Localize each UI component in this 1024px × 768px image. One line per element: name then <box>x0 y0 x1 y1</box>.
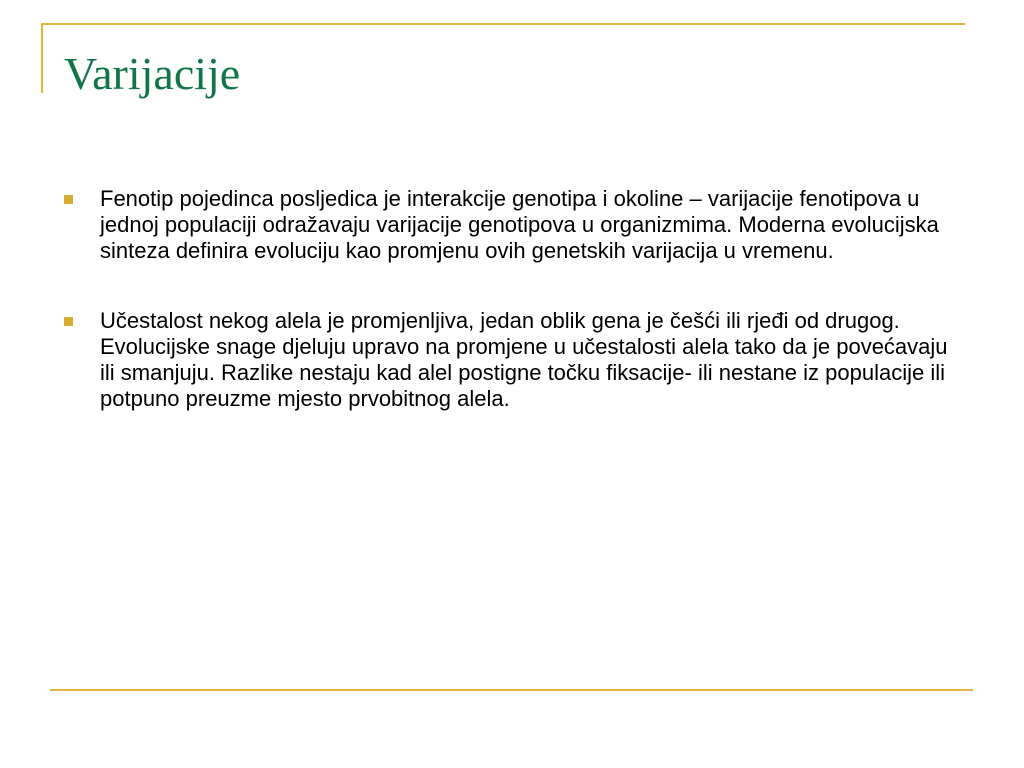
frame-top-rule <box>41 23 965 25</box>
square-bullet-icon <box>64 195 73 204</box>
frame-left-rule <box>41 23 43 93</box>
bullet-list <box>60 186 965 456</box>
slide-title: Varijacije <box>64 48 241 99</box>
bullet-item <box>60 308 965 412</box>
square-bullet-icon <box>64 317 73 326</box>
bullet-text: Učestalost nekog alela je promjenljiva, jedan oblik gena je češći ili rjeđi od drugog. Evolucijske snage djeluju upravo na promjene u učestalosti alela tako da je povećavaju ili smanjuju. Razlike nestaju kad alel postigne točku fiksacije- ili nestane iz populacije ili potpuno preuzme mjesto prvobitnog alela. <box>100 308 948 411</box>
bullet-text: Fenotip pojedinca posljedica je interakcije genotipa i okoline – varijacije fenotipova u jednoj populaciji odražavaju varijacije genotipova u organizmima. Moderna evolucijska sinteza definira evoluciju kao promjenu ovih genetskih varijacija u vremenu. <box>100 186 939 263</box>
bullet-item <box>60 186 965 264</box>
frame-bottom-rule <box>50 689 973 691</box>
